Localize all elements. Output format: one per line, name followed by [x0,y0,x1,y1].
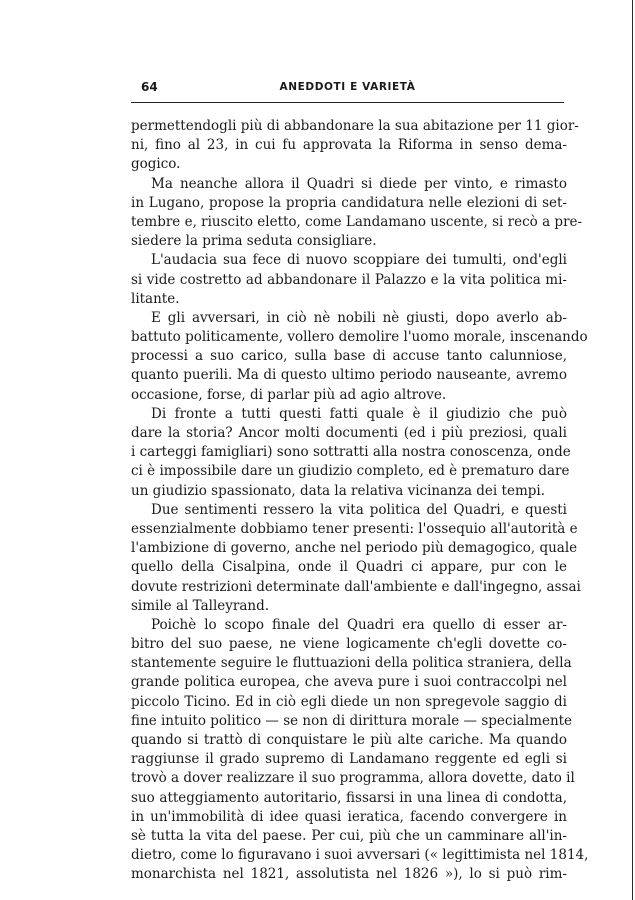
text-line: in Lugano, propose la propria candidatura nelle elezioni di set- [131,194,567,211]
text-line: ci è impossibile dare un giudizio completo, ed è prematuro dare [131,463,570,480]
text-line: essenzialmente dobbiamo tener presenti: l'ossequio all'autorità e [131,520,578,537]
text-line: Poichè lo scopo finale del Quadri era quello di esser ar- [151,616,567,633]
page-number: 64 [141,80,158,94]
text-line: un giudizio spassionato, data la relativa vicinanza dei tempi. [131,482,545,499]
text-line: ni, fino al 23, in cui fu approvata la Riforma in senso dema- [131,137,567,154]
paragraph [131,405,571,501]
text-line: simile al Talleyrand. [131,597,270,614]
text-line: quando si trattò di conquistare le più alte cariche. Ma quando [131,732,567,748]
text-line: bitro del suo paese, ne viene logicamente ch'egli dovette co- [131,636,567,653]
paragraph [131,251,567,309]
text-line: Di fronte a tutti questi fatti quale è il giudizio che può [151,405,567,422]
text-line: dietro, come lo figuravano i suoi avversari (« legittimista nel 1814, [131,847,589,864]
text-line: piccolo Ticino. Ed in ciò egli diede un non spregevole saggio di [131,693,567,710]
text-line: monarchista nel 1821, assolutista nel 1826 »), lo si può rim- [131,866,567,883]
text-line: fine intuito politico — se non di dirittura morale — specialmente [131,712,573,729]
text-line: gogico. [131,156,181,173]
text-line: L'audacia sua fece di nuovo scoppiare dei tumulti, ond'egli [151,252,567,269]
text-line: siedere la prima seduta consigliare. [131,233,377,250]
text-line: sè tutta la vita del paese. Per cui, più che un camminare all'in- [131,827,567,844]
text-line: occasione, forse, di parlar più ad agio altrove. [131,386,447,403]
text-line: grande politica europea, che aveva pure i suoi contraccolpi nel [131,674,567,691]
text-line: l'ambizione di governo, anche nel periodo più demagogico, quale [131,540,578,557]
text-line: suo atteggiamento autoritario, fissarsi in una linea di condotta, [131,789,567,806]
text-line: processi a suo carico, sulla base di accuse tanto calunniose, [131,348,567,365]
text-line: permettendogli più di abbandonare la sua abitazione per 11 gior- [131,118,579,134]
body-text [131,117,589,885]
paragraph [131,117,579,175]
text-line: trovò a dover realizzare il suo programma, allora dovette, dato il [131,770,575,787]
text-line: si vide costretto ad abbandonare il Palazzo e la vita politica mi- [131,271,567,288]
text-line: litante. [131,290,180,307]
text-line: E gli avversari, in ciò nè nobili nè giusti, dopo averlo ab- [151,309,567,326]
text-line: battuto politicamente, vollero demolire l'uomo morale, inscenando [131,329,588,346]
page-header [131,80,564,103]
page-edge-line [632,0,633,900]
paragraph [131,175,583,252]
text-line: stantemente seguire le fluttuazioni della politica straniera, della [131,655,572,672]
paragraph [131,309,588,405]
text-line: dovute restrizioni determinate dall'ambiente e dall'ingegno, assai [131,578,581,595]
paragraph [131,501,581,616]
text-line: quello della Cisalpina, onde il Quadri ci appare, pur con le [131,559,567,576]
text-line: raggiunse il grado supremo di Landamano reggente ed egli si [131,751,567,768]
text-line: tembre e, riuscito eletto, come Landamano uscente, si recò a pre- [131,213,583,230]
text-line: Due sentimenti ressero la vita politica del Quadri, e questi [151,501,567,518]
paragraph [131,616,589,885]
running-head: ANEDDOTI E VARIETÀ [279,81,416,93]
text-line: i carteggi famigliari) sono sottratti alla nostra conoscenza, onde [131,444,571,461]
text-line: in un'immobilità di idee quasi ieratica, facendo convergere in [131,808,567,825]
text-line: dare la storia? Ancor molti documenti (ed i più preziosi, quali [131,425,567,441]
text-line: Ma neanche allora il Quadri si diede per vinto, e rimasto [151,175,567,192]
text-line: quanto puerili. Ma di questo ultimo periodo nauseante, avremo [131,367,567,384]
